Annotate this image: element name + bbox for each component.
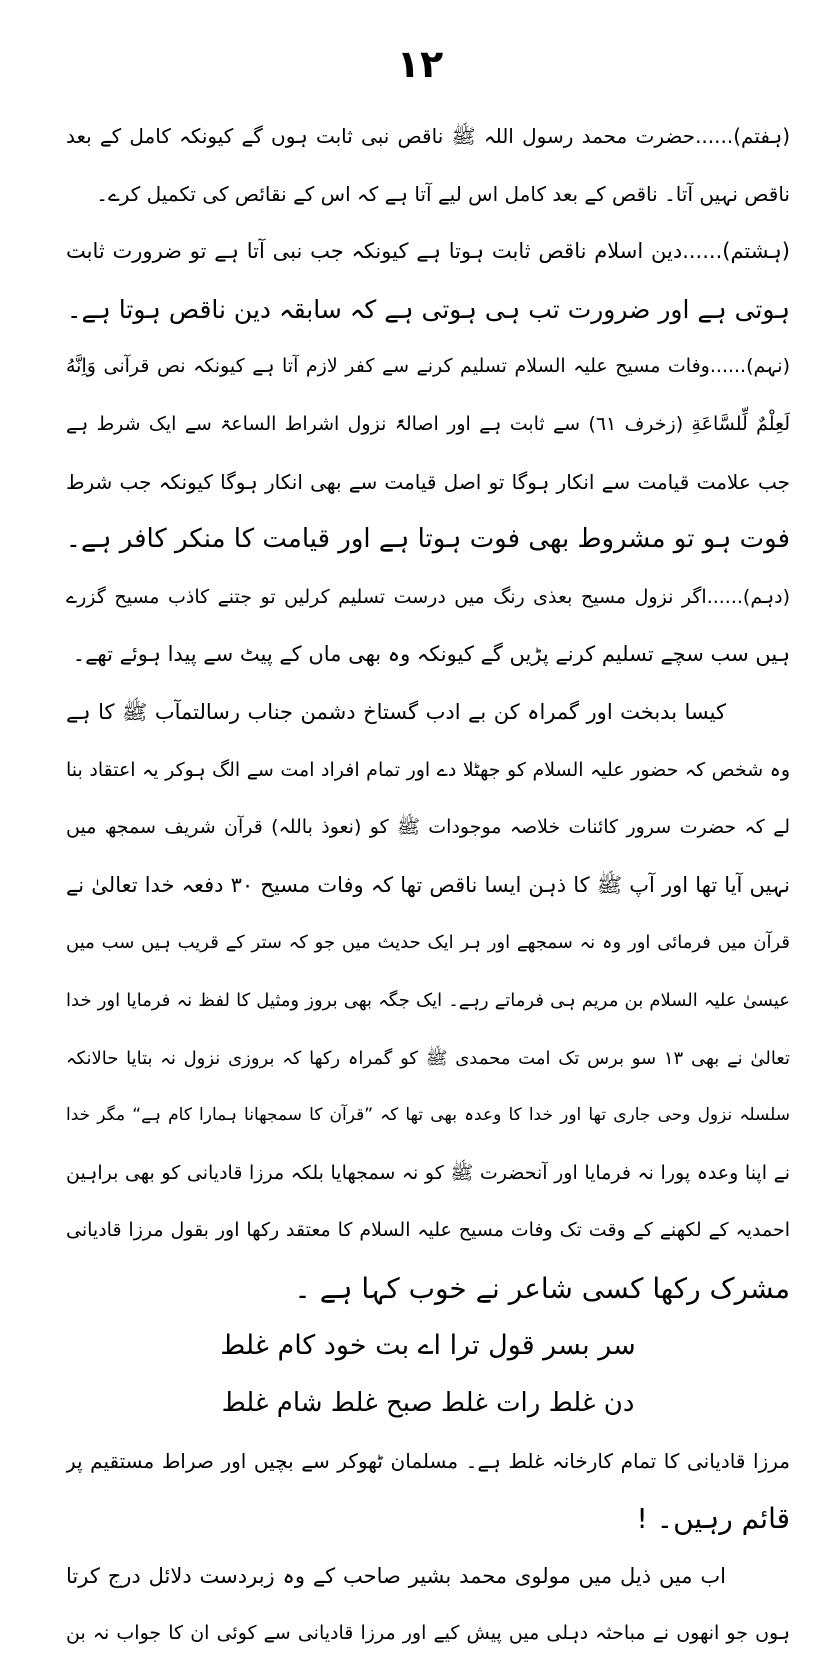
text-line: مرزا قادیانی کا تمام کارخانہ غلط ہے۔ مسلمان ٹھوکر سے بچیں اور صراط مستقیم پر bbox=[66, 1448, 790, 1473]
text-line: وہ شخص کہ حضور علیہ السلام کو جھٹلا دے اور تمام افراد امت سے الگ ہوکر یہ اعتقاد بنا bbox=[66, 758, 790, 781]
text-line: فوت ہو تو مشروط بھی فوت ہوتا ہے اور قیامت کا منکر کافر ہے۔ bbox=[66, 524, 790, 555]
text-line: (ہشتم)......دین اسلام ناقص ثابت ہوتا ہے کیونکہ جب نبی آتا ہے تو ضرورت ثابت bbox=[66, 239, 790, 264]
text-line: (نہم)......وفات مسیح علیہ السلام تسلیم کرنے سے کفر لازم آتا ہے کیونکہ نص قرآنی وَاِنَّهُ bbox=[66, 355, 790, 378]
text-line: ہوں جو انھوں نے مباحثہ دہلی میں پیش کیے اور مرزا قادیانی سے کوئی ان کا جواب نہ بن bbox=[66, 1622, 790, 1645]
text-line: عیسیٰ علیہ السلام بن مریم ہی فرماتے رہے۔ ایک جگہ بھی بروز ومثیل کا لفظ نہ فرمایا اور خدا bbox=[66, 989, 790, 1011]
text-line: مشرک رکھا کسی شاعر نے خوب کہا ہے ۔ bbox=[294, 1271, 790, 1305]
text-line: قائم رہیں۔ ! bbox=[636, 1502, 790, 1536]
text-line: ناقص نہیں آتا۔ ناقص کے بعد کامل اس لیے آتا ہے کہ اس کے نقائص کی تکمیل کرے۔ bbox=[96, 181, 790, 206]
text-line: کیسا بدبخت اور گمراہ کن بے ادب گستاخ دشمن جناب رسالتمآب ﷺ کا ہے bbox=[66, 699, 726, 724]
text-line: نے اپنا وعدہ پورا نہ فرمایا اور آنحضرت ﷺ کو نہ سمجھایا بلکہ مرزا قادیانی کو بھی براہین bbox=[66, 1161, 790, 1184]
text-line: ہوتی ہے اور ضرورت تب ہی ہوتی ہے کہ سابقہ دین ناقص ہوتا ہے۔ bbox=[66, 294, 790, 324]
text-line: (ہفتم)......حضرت محمد رسول اللہ ﷺ ناقص نبی ثابت ہوں گے کیونکہ کامل کے بعد bbox=[66, 124, 790, 148]
text-line: لَعِلْمٌ لِّلسَّاعَةِ (زخرف ٦١) سے ثابت ہے اور اصالۃً نزول اشراط الساعۃ سے ایک شرط ہے bbox=[66, 412, 790, 435]
text-line: سلسلہ نزول وحی جاری تھا اور خدا کا وعدہ بھی تھا کہ ”قرآن کا سمجھانا ہمارا کام ہے“ مگر خدا bbox=[66, 1105, 790, 1126]
text-line: جب علامت قیامت سے انکار ہوگا تو اصل قیامت سے بھی انکار ہوگا کیونکہ جب شرط bbox=[66, 469, 790, 494]
text-line: اب میں ذیل میں مولوی محمد بشیر صاحب کے وہ زبردست دلائل درج کرتا bbox=[66, 1563, 726, 1588]
text-line: لے کہ حضرت سرور کائنات خلاصہ موجودات ﷺ کو (نعوذ باللہ) قرآن شریف سمجھ میں bbox=[66, 816, 790, 839]
text-line: تعالیٰ نے بھی ۱۳ سو برس تک امت محمدی ﷺ کو گمراہ رکھا کہ بروزی نزول نہ بتایا حالانکہ bbox=[66, 1047, 790, 1069]
text-line: (دہم)......اگر نزول مسیح بعذی رنگ میں درست تسلیم کرلیں تو جتنے کاذب مسیح گزرے bbox=[66, 585, 790, 608]
verse-line: سر بسر قول ترا اے بت خود کام غلط bbox=[220, 1330, 636, 1362]
text-line: قرآن میں فرمائی اور وہ نہ سمجھے اور ہر ایک حدیث میں جو کہ ستر کے قریب ہیں سب میں bbox=[66, 932, 790, 954]
verse-line: دن غلط رات غلط صبح غلط شام غلط bbox=[221, 1388, 635, 1419]
page-number: ۱۲ bbox=[396, 42, 444, 86]
text-body bbox=[66, 108, 790, 1663]
text-line: نہیں آیا تھا اور آپ ﷺ کا ذہن ایسا ناقص تھا کہ وفات مسیح ۳۰ دفعہ خدا تعالیٰ نے bbox=[66, 872, 790, 897]
text-line: ہیں سب سچے تسلیم کرنے پڑیں گے کیونکہ وہ بھی ماں کے پیٹ سے پیدا ہوئے تھے۔ bbox=[72, 642, 790, 667]
text-line: احمدیہ کے لکھنے کے وقت تک وفات مسیح علیہ السلام کا معتقد رکھا اور بقول مرزا قادیانی bbox=[66, 1219, 790, 1242]
